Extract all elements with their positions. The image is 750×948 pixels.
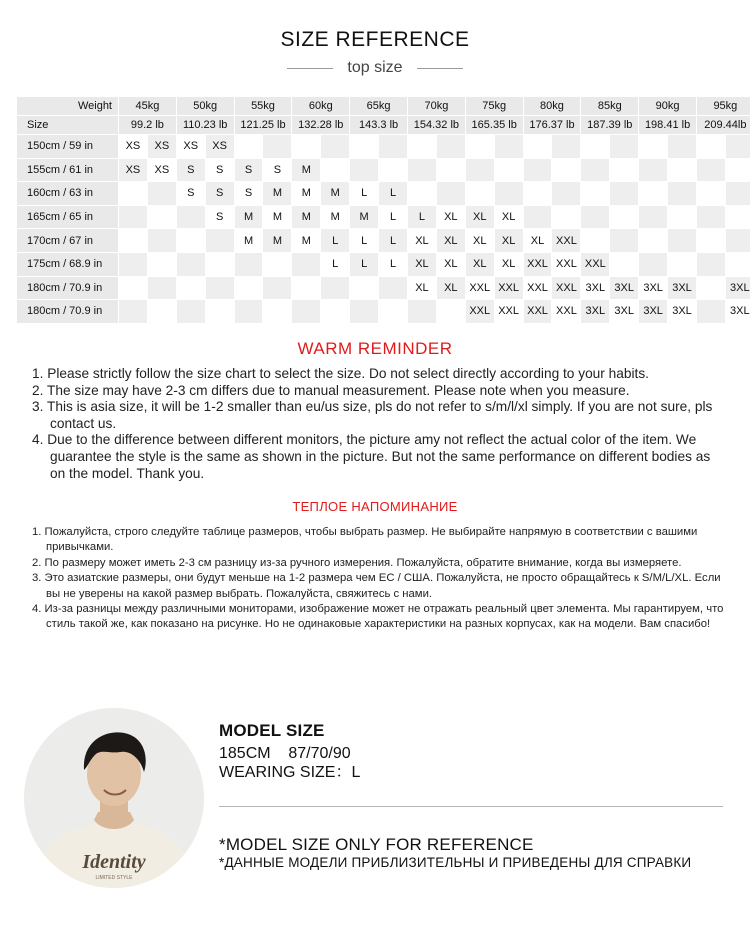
size-cell: 3XL [668, 300, 697, 324]
size-cell [205, 300, 234, 324]
size-cell: M [263, 182, 292, 206]
size-cell [523, 158, 552, 182]
size-cell: M [321, 182, 350, 206]
size-cell: 3XL [610, 276, 639, 300]
size-cell [639, 205, 668, 229]
size-cell: XXL [465, 300, 494, 324]
size-cell: M [292, 158, 321, 182]
weight-lb-cell: 99.2 lb [119, 116, 177, 135]
size-row-label: 180cm / 70.9 in [17, 276, 119, 300]
size-cell [436, 158, 465, 182]
size-cell: XS [147, 135, 176, 159]
size-cell: S [205, 182, 234, 206]
weight-kg-row [17, 97, 750, 116]
size-cell: XL [407, 229, 436, 253]
subtitle: top size [347, 59, 403, 76]
size-cell [147, 182, 176, 206]
size-cell: XL [494, 205, 523, 229]
size-cell [119, 252, 148, 276]
size-cell: M [292, 229, 321, 253]
size-cell [407, 158, 436, 182]
weight-kg-cell: 65kg [350, 97, 408, 116]
weight-kg-cell: 80kg [523, 97, 581, 116]
size-cell [379, 135, 408, 159]
size-cell [639, 252, 668, 276]
weight-kg-cell: 85kg [581, 97, 639, 116]
size-cell: L [379, 229, 408, 253]
size-cell [436, 300, 465, 324]
weight-lb-cell: 121.25 lb [234, 116, 292, 135]
weight-label: Weight [17, 97, 119, 116]
size-cell [696, 182, 725, 206]
size-cell [696, 205, 725, 229]
size-cell: S [263, 158, 292, 182]
size-cell [668, 182, 697, 206]
weight-lb-cell: 110.23 lb [176, 116, 234, 135]
size-cell: M [263, 229, 292, 253]
size-cell: 3XL [639, 300, 668, 324]
size-cell: XL [436, 229, 465, 253]
reminder-ru-item: 4. Из-за разницы между различными мониторами, изображение может не отражать реальный цвет элемента. Мы гарантируем, что стиль такой же, как показано на рисунке. Но не одинаковые характеристики на разных корпусах, как на модели. Вам спасибо! [32, 603, 724, 631]
model-measurements: 87/70/90 [288, 745, 351, 762]
size-cell: XXL [494, 300, 523, 324]
size-cell: XS [119, 158, 148, 182]
size-cell: XXL [552, 252, 581, 276]
model-dimensions [219, 744, 719, 763]
size-cell [668, 252, 697, 276]
size-cell: 3XL [668, 276, 697, 300]
size-cell: L [350, 252, 379, 276]
size-cell: 3XL [581, 300, 610, 324]
size-cell [379, 276, 408, 300]
size-row [17, 252, 750, 276]
weight-kg-cell: 60kg [292, 97, 350, 116]
size-cell: XL [465, 229, 494, 253]
size-cell [436, 135, 465, 159]
size-cell [234, 276, 263, 300]
size-cell: XXL [465, 276, 494, 300]
model-size-title: MODEL SIZE [219, 721, 325, 740]
size-cell [725, 205, 750, 229]
size-cell [523, 205, 552, 229]
page-title: SIZE REFERENCE [280, 28, 470, 51]
size-cell [263, 276, 292, 300]
warm-reminder-ru-title: ТЕПЛОЕ НАПОМИНАНИЕ [292, 499, 458, 514]
size-cell [639, 158, 668, 182]
size-row-label: 165cm / 65 in [17, 205, 119, 229]
size-cell: M [292, 182, 321, 206]
reminder-ru-item: 2. По размеру может иметь 2-3 см разницу из-за ручного измерения. Пожалуйста, обратите внимание, когда вы измеряете. [32, 556, 682, 569]
size-cell [176, 276, 205, 300]
size-cell [263, 252, 292, 276]
size-cell [610, 252, 639, 276]
weight-lb-cell: 209.44lb [696, 116, 750, 135]
size-cell [523, 182, 552, 206]
size-cell: M [292, 205, 321, 229]
warm-reminder-title: WARM REMINDER [297, 339, 453, 358]
reminder-ru-item: 3. Это азиатские размеры, они будут меньше на 1-2 размера чем ЕС / США. Пожалуйста, не просто обращайтесь к S/M/L/XL. Если вы не уверены на какой размер выбрать. Пожалуйста, свяжитесь с нами. [32, 572, 721, 600]
size-cell [176, 252, 205, 276]
size-cell [350, 135, 379, 159]
size-cell [350, 158, 379, 182]
size-cell: M [350, 205, 379, 229]
size-cell [234, 252, 263, 276]
size-cell [696, 252, 725, 276]
size-cell [639, 229, 668, 253]
model-photo [24, 708, 204, 888]
size-cell: XL [407, 252, 436, 276]
size-cell [523, 135, 552, 159]
size-cell: S [176, 182, 205, 206]
size-row [17, 205, 750, 229]
size-cell [263, 135, 292, 159]
size-cell [205, 229, 234, 253]
size-cell [668, 158, 697, 182]
size-cell [610, 135, 639, 159]
size-cell [321, 276, 350, 300]
size-cell: 3XL [581, 276, 610, 300]
size-cell: L [379, 205, 408, 229]
size-cell: XXL [581, 252, 610, 276]
size-row-label: 160cm / 63 in [17, 182, 119, 206]
size-cell: XL [523, 229, 552, 253]
size-cell: XXL [552, 276, 581, 300]
size-cell [725, 252, 750, 276]
size-cell [263, 300, 292, 324]
size-cell: XXL [523, 276, 552, 300]
size-cell: XXL [523, 300, 552, 324]
subtitle-row [0, 59, 750, 77]
size-cell [292, 135, 321, 159]
weight-kg-cell: 55kg [234, 97, 292, 116]
size-cell [407, 182, 436, 206]
size-cell [696, 300, 725, 324]
size-cell: L [350, 182, 379, 206]
size-cell: M [263, 205, 292, 229]
size-row-label: 175cm / 68.9 in [17, 252, 119, 276]
size-table-body [17, 97, 750, 324]
size-cell [379, 300, 408, 324]
size-cell [205, 252, 234, 276]
model-divider [219, 806, 723, 807]
weight-lb-row [17, 116, 750, 135]
size-cell [119, 300, 148, 324]
size-cell [350, 276, 379, 300]
size-cell [668, 135, 697, 159]
weight-lb-cell: 187.39 lb [581, 116, 639, 135]
weight-kg-cell: 45kg [119, 97, 177, 116]
size-table [16, 96, 750, 324]
size-cell [610, 182, 639, 206]
size-cell: S [234, 182, 263, 206]
size-cell [379, 158, 408, 182]
size-cell [725, 158, 750, 182]
size-cell [552, 135, 581, 159]
size-cell [581, 135, 610, 159]
size-cell: S [176, 158, 205, 182]
weight-kg-cell: 70kg [407, 97, 465, 116]
size-cell: L [321, 252, 350, 276]
model-height: 185CM [219, 745, 271, 762]
weight-lb-cell: 143.3 lb [350, 116, 408, 135]
weight-lb-cell: 165.35 lb [465, 116, 523, 135]
size-cell: XS [176, 135, 205, 159]
size-cell [581, 158, 610, 182]
size-cell [147, 300, 176, 324]
reminder-item: 1. Please strictly follow the size chart to select the size. Do not select directly according to your habits. [32, 366, 649, 381]
weight-kg-cell: 90kg [639, 97, 697, 116]
size-cell [552, 182, 581, 206]
size-cell: XXL [552, 229, 581, 253]
size-cell [465, 182, 494, 206]
weight-lb-cell: 198.41 lb [639, 116, 697, 135]
size-cell: M [234, 229, 263, 253]
size-cell: M [234, 205, 263, 229]
size-cell [119, 276, 148, 300]
model-size-block [219, 721, 719, 782]
size-cell [119, 229, 148, 253]
size-row [17, 229, 750, 253]
reminder-item: 2. The size may have 2-3 cm differs due to manual measurement. Please note when you measure. [32, 382, 630, 398]
size-cell: S [205, 205, 234, 229]
reminder-ru-item: 1. Пожалуйста, строго следуйте таблице размеров, чтобы выбрать размер. Не выбирайте напрямую в соответствии с вашими привычками. [32, 526, 698, 554]
size-cell: 3XL [725, 276, 750, 300]
weight-kg-cell: 50kg [176, 97, 234, 116]
size-cell [581, 182, 610, 206]
size-cell [494, 158, 523, 182]
size-cell: XL [494, 252, 523, 276]
size-cell: L [379, 182, 408, 206]
size-cell [465, 135, 494, 159]
size-row [17, 158, 750, 182]
size-cell [147, 229, 176, 253]
size-cell: XL [436, 276, 465, 300]
size-cell [696, 158, 725, 182]
size-cell [407, 300, 436, 324]
size-cell: XL [436, 252, 465, 276]
size-cell: L [379, 252, 408, 276]
size-row-label: 150cm / 59 in [17, 135, 119, 159]
size-cell [581, 229, 610, 253]
size-cell: M [321, 205, 350, 229]
size-cell: XS [147, 158, 176, 182]
size-cell [725, 229, 750, 253]
size-cell [494, 135, 523, 159]
size-cell [321, 135, 350, 159]
size-cell [465, 158, 494, 182]
model-note-ru: *ДАННЫЕ МОДЕЛИ ПРИБЛИЗИТЕЛЬНЫ И ПРИВЕДЕНЫ ДЛЯ СПРАВКИ [219, 855, 692, 870]
size-cell [668, 229, 697, 253]
reminder-item: 3. This is asia size, it will be 1-2 smaller than eu/us size, pls do not refer to s/m/l/xl simply. If you are not sure, pls contact us. [32, 399, 713, 431]
size-cell [668, 205, 697, 229]
size-cell [639, 182, 668, 206]
size-cell: L [321, 229, 350, 253]
size-cell [350, 300, 379, 324]
size-cell: XS [119, 135, 148, 159]
size-cell [321, 158, 350, 182]
size-cell [696, 135, 725, 159]
size-row-label: 170cm / 67 in [17, 229, 119, 253]
size-cell: L [407, 205, 436, 229]
weight-lb-cell: 132.28 lb [292, 116, 350, 135]
size-row [17, 300, 750, 324]
size-cell [119, 205, 148, 229]
size-cell [292, 276, 321, 300]
size-cell: XS [205, 135, 234, 159]
size-cell [176, 205, 205, 229]
shirt-subprint-text: LIMITED STYLE [95, 875, 133, 881]
size-cell: L [350, 229, 379, 253]
model-note-en: *MODEL SIZE ONLY FOR REFERENCE [219, 835, 534, 854]
size-cell [147, 276, 176, 300]
size-cell: 3XL [725, 300, 750, 324]
weight-lb-cell: 176.37 lb [523, 116, 581, 135]
size-cell [292, 252, 321, 276]
size-cell [696, 229, 725, 253]
size-row [17, 276, 750, 300]
subtitle-divider-left [287, 68, 333, 69]
size-cell [119, 182, 148, 206]
size-cell [494, 182, 523, 206]
model-wearing-size: WEARING SIZE：L [219, 764, 361, 781]
size-cell [147, 205, 176, 229]
size-cell: XXL [523, 252, 552, 276]
warm-reminder-ru-list [32, 525, 726, 633]
size-row [17, 182, 750, 206]
size-cell [696, 276, 725, 300]
size-cell: XL [465, 205, 494, 229]
size-cell [725, 182, 750, 206]
subtitle-divider-right [417, 68, 463, 69]
weight-kg-cell: 75kg [465, 97, 523, 116]
size-cell [725, 135, 750, 159]
size-cell [407, 135, 436, 159]
weight-lb-cell: 154.32 lb [407, 116, 465, 135]
size-cell [436, 182, 465, 206]
size-row [17, 135, 750, 159]
size-cell [205, 276, 234, 300]
size-row-label: 180cm / 70.9 in [17, 300, 119, 324]
size-cell: S [234, 158, 263, 182]
size-cell [321, 300, 350, 324]
weight-kg-cell: 95kg [696, 97, 750, 116]
size-cell: XL [407, 276, 436, 300]
size-row-label: 155cm / 61 in [17, 158, 119, 182]
size-cell: 3XL [639, 276, 668, 300]
size-cell [552, 205, 581, 229]
size-cell [292, 300, 321, 324]
size-cell: XXL [494, 276, 523, 300]
size-cell [610, 229, 639, 253]
size-cell [176, 229, 205, 253]
size-cell: 3XL [610, 300, 639, 324]
size-cell [581, 205, 610, 229]
size-cell [234, 300, 263, 324]
size-cell [176, 300, 205, 324]
size-cell: XXL [552, 300, 581, 324]
size-cell [234, 135, 263, 159]
size-cell [610, 205, 639, 229]
warm-reminder-list [32, 366, 722, 482]
size-cell: S [205, 158, 234, 182]
shirt-print-text: Identity [82, 851, 146, 873]
size-label: Size [17, 116, 119, 135]
size-cell: XL [465, 252, 494, 276]
size-cell: XL [494, 229, 523, 253]
size-cell [639, 135, 668, 159]
person-portrait-icon [24, 708, 204, 888]
size-cell [552, 158, 581, 182]
size-cell [610, 158, 639, 182]
size-cell [147, 252, 176, 276]
size-cell: XL [436, 205, 465, 229]
reminder-item: 4. Due to the difference between different monitors, the picture amy not reflect the actual color of the item. We guarantee the style is the same as shown in the picture. But not the same performance on different bodies as on the model. Thank you. [32, 432, 711, 481]
